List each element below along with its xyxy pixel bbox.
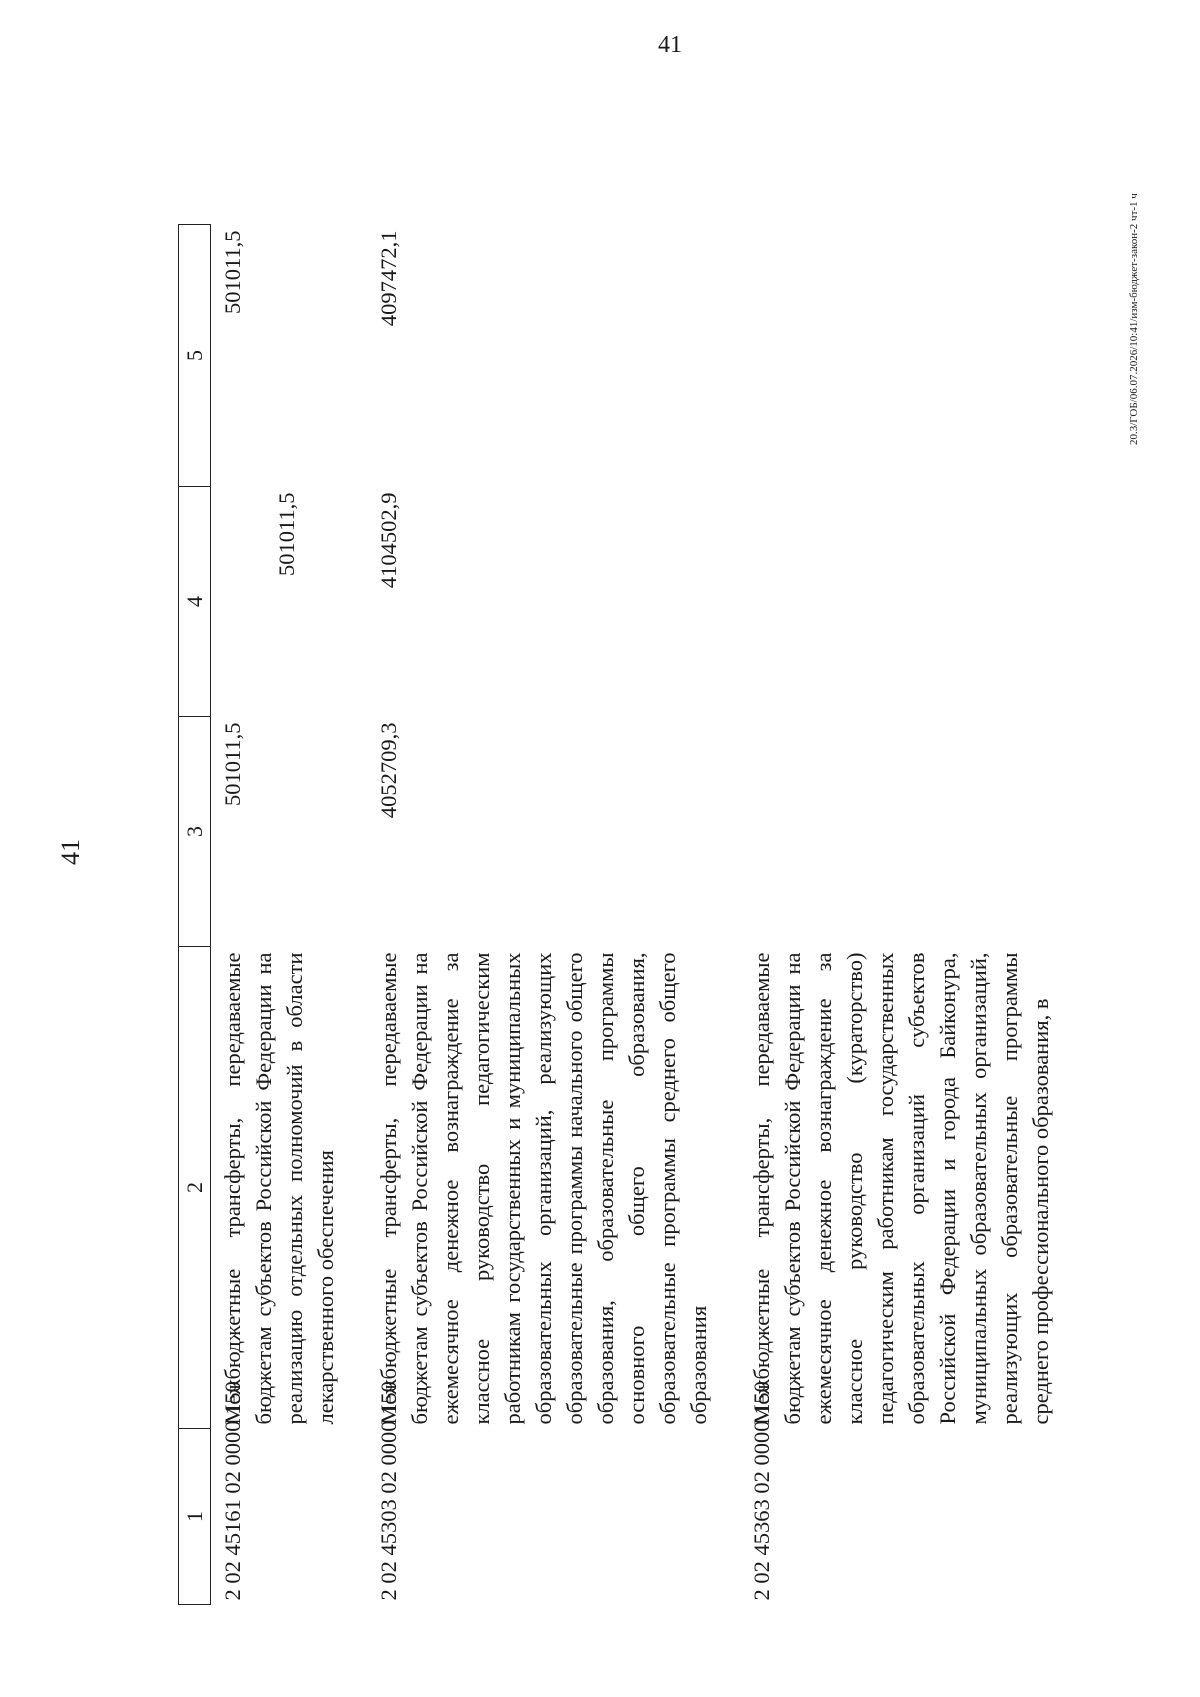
table-row: [211, 225, 368, 1605]
rotated-content: [56, 45, 1200, 1625]
header-col-4: 4: [179, 487, 211, 717]
budget-table: [178, 224, 1056, 1605]
table-row: [367, 225, 740, 1605]
header-col-3: 3: [179, 717, 211, 947]
row-code: 2 02 45303 02 0000 150: [376, 1381, 401, 1601]
row-code: 2 02 45363 02 0000 150: [749, 1381, 774, 1601]
row-description: Межбюджетные трансферты, передаваемые бюджетам субъектов Российской Федерации на ежемесячное денежное вознаграждение за классное руководство педагогическим работникам государственных и муниципальных образовательных организаций, реализующих образовательные программы начального общего образования, образовательные программы основного общего образования, образовательные программы среднего общего образования: [376, 952, 711, 1425]
row-value-col4: [740, 487, 1056, 717]
row-value-col5: 4097472,1: [376, 230, 401, 327]
table-header-row: [179, 225, 211, 1605]
row-code: 2 02 45161 02 0000 150: [220, 1381, 245, 1601]
table-row: [740, 225, 1056, 1605]
page-number: 41: [56, 839, 85, 865]
row-value-col3: [740, 717, 1056, 947]
footer-document-code: 20.3/ГОБ/06.07.2026/10:41/изм-бюджет-закон-2 чт-1 ч: [1128, 193, 1140, 445]
row-value-col5: 501011,5: [220, 230, 245, 315]
row-description: Межбюджетные трансферты, передаваемые бюджетам субъектов Российской Федерации на ежемесячное денежное вознаграждение за классное руководство (кураторство) педагогическим работникам государственных образовательных организаций субъектов Российской Федерации и города Байконура, муниципальных образовательных организаций, реализующих образовательные программы среднего профессионального образования, в: [749, 952, 1053, 1425]
page-number-corner: 41: [658, 32, 682, 58]
row-value-col3: 4052709,3: [376, 722, 401, 819]
row-value-col4: 4104502,9: [376, 492, 401, 589]
row-description: Межбюджетные трансферты, передаваемые бюджетам субъектов Российской Федерации на реализацию отдельных полномочий в области лекарственного обеспечения: [220, 952, 338, 1425]
row-value-col5: [740, 225, 1056, 487]
row-value-col3: 501011,5: [220, 722, 245, 807]
header-col-1: 1: [179, 1429, 211, 1605]
header-col-2: 2: [179, 947, 211, 1429]
row-value-col4: 501011,5: [274, 492, 299, 577]
header-col-5: 5: [179, 225, 211, 487]
